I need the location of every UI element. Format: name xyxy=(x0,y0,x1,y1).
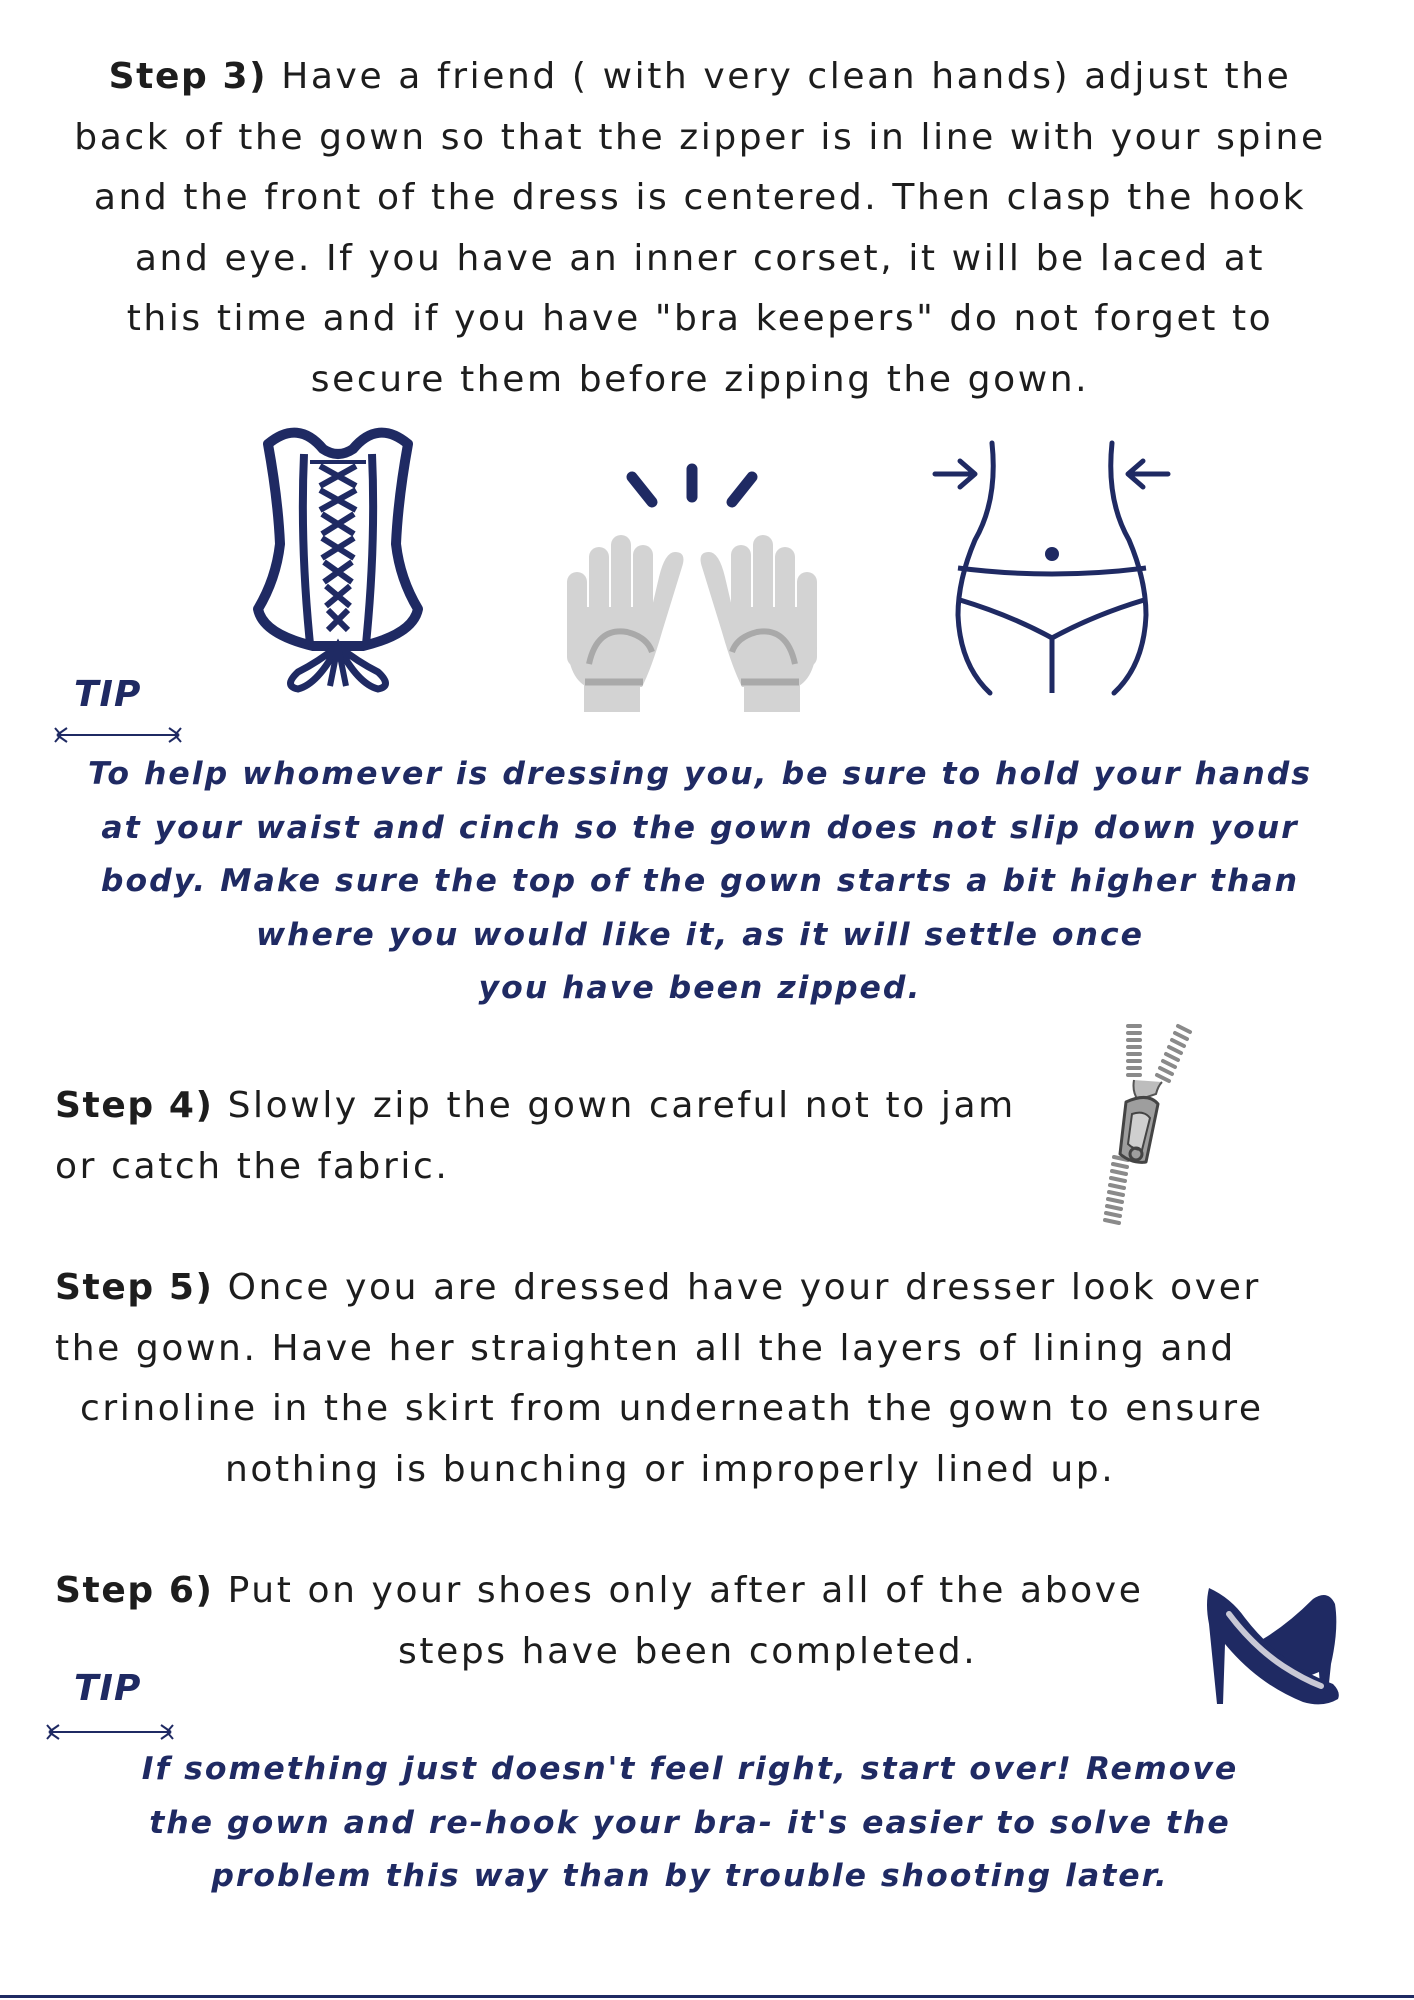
step-5-line-1: Step 5) Once you are dressed have your dresser look over xyxy=(55,1267,1261,1308)
step-4-label: Step 4) xyxy=(55,1085,214,1126)
step-4-paragraph xyxy=(55,1076,1065,1197)
step-3-label: Step 3) xyxy=(108,56,268,97)
step-3-line-2: back of the gown so that the zipper is in line with your spine xyxy=(74,116,1326,158)
step-3-line-4: and eye. If you have an inner corset, it will be laced at xyxy=(134,237,1266,279)
step-5-paragraph xyxy=(55,1258,1385,1500)
waist-cinch-icon xyxy=(930,440,1180,705)
step-3-line-5: this time and if you have "bra keepers" do not forget to xyxy=(126,298,1274,339)
tip-1-line-4: where you would like it, as it will settle once xyxy=(255,916,1145,953)
corset-icon xyxy=(238,424,438,704)
step-5-line-4: nothing is bunching or improperly lined up. xyxy=(225,1448,1116,1490)
step-3-line-6: secure them before zipping the gown. xyxy=(310,358,1090,400)
high-heel-shoes-icon xyxy=(1203,1584,1343,1709)
step-5-line-2: the gown. Have her straighten all the layers of lining and xyxy=(55,1327,1236,1369)
step-6-paragraph xyxy=(55,1561,1185,1682)
tip-2-line-1: If something just doesn't feel right, start over! Remove xyxy=(141,1751,1239,1787)
step-4-line-1: Step 4) Slowly zip the gown careful not to jam xyxy=(55,1085,1016,1126)
tip-2-line-3: problem this way than by trouble shooting later. xyxy=(211,1858,1169,1894)
step-3-paragraph xyxy=(40,47,1360,410)
tip-1-line-1: To help whomever is dressing you, be sure to hold your hands xyxy=(87,756,1313,792)
zipper-icon xyxy=(1098,1022,1198,1227)
arrow-divider-icon xyxy=(53,725,183,745)
step-4-line-2: or catch the fabric. xyxy=(55,1145,450,1187)
step-6-line-2: steps have been completed. xyxy=(398,1630,978,1672)
tip-1-line-2: at your waist and cinch so the gown does not slip down your xyxy=(101,809,1299,846)
tip-1-line-3: body. Make sure the top of the gown starts a bit higher than xyxy=(100,863,1300,899)
tip-1-text xyxy=(40,748,1360,1016)
tip-2-text xyxy=(40,1743,1340,1904)
arrow-divider-icon xyxy=(45,1722,175,1742)
bottom-rule xyxy=(0,1995,1414,1998)
step-6-label: Step 6) xyxy=(55,1570,214,1611)
tip-2-line-2: the gown and re-hook your bra- it's easier to solve the xyxy=(149,1804,1231,1841)
tip-2-label: TIP xyxy=(74,1668,142,1709)
step-3-line-1: Step 3) Have a friend ( with very clean hands) adjust the xyxy=(108,56,1292,97)
step-3-line-3: and the front of the dress is centered. Then clasp the hook xyxy=(93,177,1307,218)
step-6-line-1: Step 6) Put on your shoes only after all of the above xyxy=(55,1570,1144,1611)
step-5-label: Step 5) xyxy=(55,1267,214,1308)
tip-1-line-5: you have been zipped. xyxy=(478,970,922,1006)
raised-hands-icon xyxy=(567,457,817,712)
step-5-line-3: crinoline in the skirt from underneath the gown to ensure xyxy=(80,1388,1264,1429)
tip-1-label: TIP xyxy=(74,674,142,715)
